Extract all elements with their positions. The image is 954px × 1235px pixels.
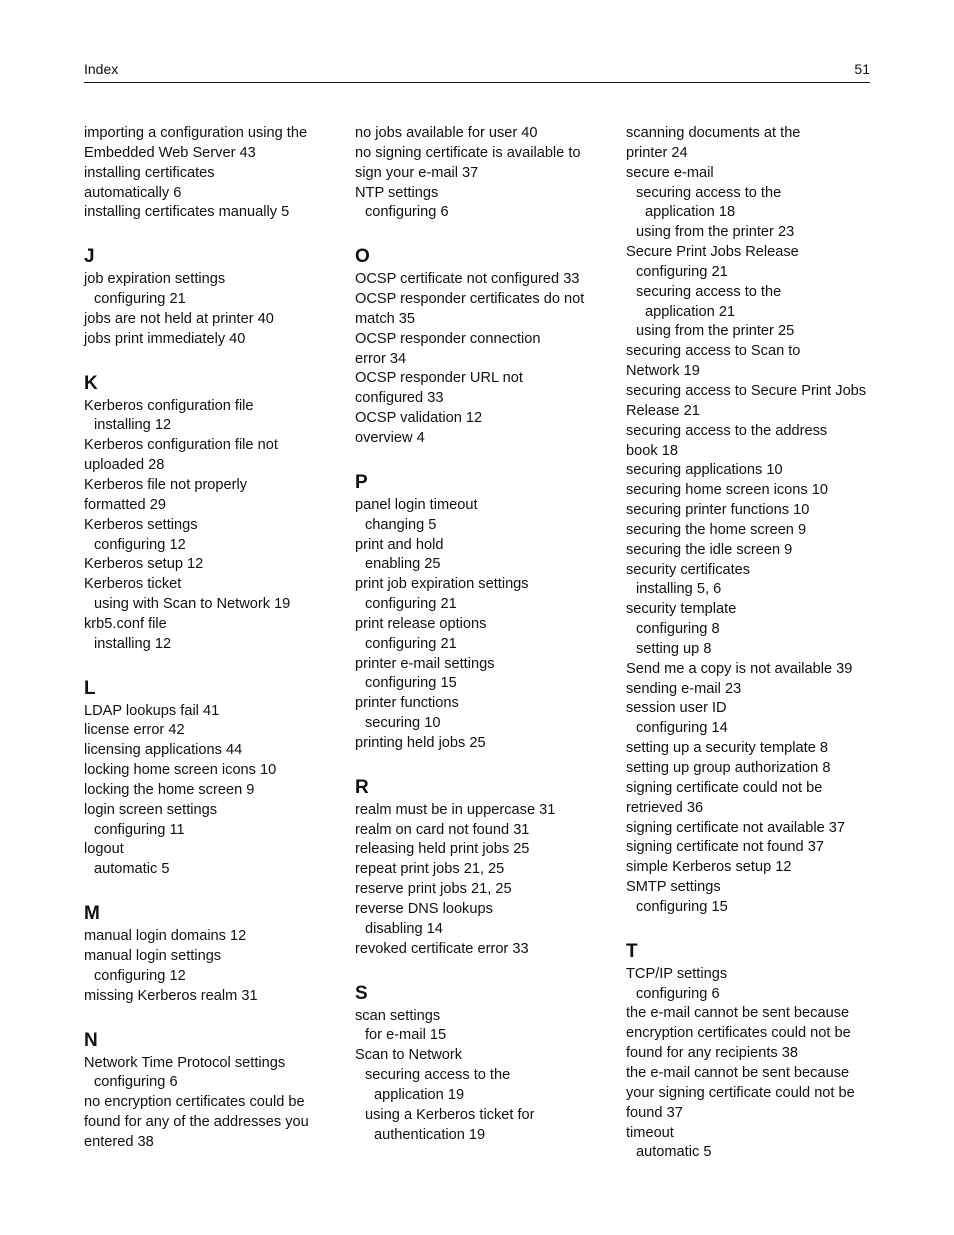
index-entry: Release 21: [626, 402, 700, 419]
index-entry: Kerberos setup 12: [84, 556, 204, 573]
index-entry: installing certificates manually 5: [84, 204, 290, 221]
index-subentry: automatic 5: [636, 1144, 712, 1161]
index-entry: reverse DNS lookups: [355, 901, 493, 917]
index-subentry: configuring 15: [636, 898, 728, 915]
index-entry: panel login timeout: [355, 496, 478, 513]
index-subentry: configuring 14: [636, 720, 728, 737]
index-entry: uploaded 28: [84, 457, 165, 474]
index-entry: no signing certificate is available to: [355, 144, 581, 161]
index-subentry: configuring 21: [94, 291, 186, 308]
index-entry: NTP settings: [355, 184, 439, 201]
index-entry: OCSP responder URL not: [355, 370, 523, 387]
index-entry: signing certificate could not be: [626, 779, 823, 796]
index-subentry: automatic 5: [94, 861, 170, 878]
index-entry: error 34: [355, 350, 407, 367]
index-subentry: configuring 12: [94, 536, 186, 553]
index-entry: OCSP responder connection: [355, 330, 541, 347]
index-entry: securing printer functions 10: [626, 502, 810, 519]
index-entry: license error 42: [84, 722, 185, 739]
index-entry: securing access to the address: [626, 422, 828, 439]
index-entry: Kerberos settings: [84, 516, 198, 533]
index-entry: repeat print jobs 21, 25: [355, 861, 505, 878]
index-subentry: securing access to the: [636, 184, 782, 201]
index-entry: Kerberos file not properly: [84, 476, 248, 493]
index-entry: configured 33: [355, 390, 444, 407]
index-entry: securing the home screen 9: [626, 521, 807, 538]
index-entry: reserve print jobs 21, 25: [355, 881, 512, 898]
index-entry: secure e-mail: [626, 164, 714, 181]
index-entry: Secure Print Jobs Release: [626, 244, 799, 261]
index-entry: krb5.conf file: [84, 615, 167, 632]
index-subentry: configuring 21: [365, 596, 457, 613]
index-subentry: application 18: [645, 204, 736, 221]
index-letter-heading: R: [355, 776, 369, 798]
index-entry: signing certificate not found 37: [626, 839, 824, 856]
index-subentry: securing access to the: [636, 283, 782, 300]
index-entry: installing certificates: [84, 164, 215, 181]
index-entry: printer functions: [355, 695, 459, 712]
index-subentry: configuring 6: [94, 1074, 178, 1091]
index-subentry: installing 5, 6: [636, 581, 722, 598]
index-entry: manual login settings: [84, 948, 222, 964]
index-subentry: authentication 19: [374, 1126, 486, 1143]
index-entry: match 35: [355, 310, 416, 327]
index-letter-heading: P: [355, 471, 368, 493]
index-subentry: disabling 14: [365, 920, 443, 937]
index-entry: Scan to Network: [355, 1047, 463, 1064]
index-entry: the e-mail cannot be sent because: [626, 1005, 850, 1022]
index-entry: the e-mail cannot be sent because: [626, 1064, 850, 1081]
index-entry: printing held jobs 25: [355, 734, 486, 751]
index-entry: entered 38: [84, 1133, 154, 1150]
index-entry: print and hold: [355, 536, 444, 553]
index-entry: Kerberos configuration file: [84, 397, 254, 414]
index-entry: Network 19: [626, 363, 700, 380]
index-column-1: [84, 124, 334, 1153]
index-subentry: configuring 21: [365, 635, 457, 652]
index-subentry: installing 12: [94, 635, 172, 652]
index-entry: printer e-mail settings: [355, 655, 495, 672]
index-entry: timeout: [626, 1124, 674, 1141]
index-subentry: configuring 12: [94, 967, 186, 984]
index-entry: setting up group authorization 8: [626, 760, 831, 776]
index-subentry: enabling 25: [365, 556, 441, 573]
index-entry: formatted 29: [84, 496, 166, 513]
index-entry: found for any of the addresses you: [84, 1114, 309, 1131]
index-entry: locking the home screen 9: [84, 781, 255, 798]
index-entry: OCSP certificate not configured 33: [355, 271, 580, 288]
index-letter-heading: J: [84, 246, 95, 268]
index-entry: session user ID: [626, 700, 727, 717]
page-header: [84, 58, 870, 83]
index-entry: missing Kerberos realm 31: [84, 987, 258, 1004]
index-subentry: configuring 6: [636, 985, 720, 1002]
index-entry: securing the idle screen 9: [626, 541, 793, 558]
index-entry: automatically 6: [84, 184, 182, 201]
index-subentry: configuring 11: [94, 821, 185, 838]
index-entry: scanning documents at the: [626, 125, 801, 141]
index-entry: Send me a copy is not available 39: [626, 660, 853, 677]
index-subentry: securing access to the: [365, 1067, 511, 1084]
index-subentry: configuring 6: [365, 204, 449, 221]
index-entry: no encryption certificates could be: [84, 1094, 305, 1111]
index-entry: setting up a security template 8: [626, 740, 828, 757]
index-subentry: using from the printer 23: [636, 224, 795, 241]
index-entry: realm must be in uppercase 31: [355, 801, 556, 818]
index-subentry: application 19: [374, 1086, 465, 1103]
index-entry: scan settings: [355, 1007, 441, 1024]
index-entry: book 18: [626, 442, 678, 459]
index-entry: login screen settings: [84, 801, 218, 818]
section-title: Index: [84, 61, 119, 77]
index-entry: security certificates: [626, 561, 751, 578]
index-entry: logout: [84, 841, 124, 858]
index-entry: Kerberos configuration file not: [84, 437, 278, 454]
index-letter-heading: L: [84, 677, 96, 699]
index-letter-heading: T: [626, 940, 638, 962]
index-entry: your signing certificate could not be: [626, 1084, 855, 1101]
index-subentry: configuring 21: [636, 263, 728, 280]
index-entry: revoked certificate error 33: [355, 940, 529, 957]
index-entry: retrieved 36: [626, 799, 704, 816]
index-entry: realm on card not found 31: [355, 821, 530, 838]
index-entry: releasing held print jobs 25: [355, 841, 530, 858]
index-column-3: [626, 124, 876, 1163]
index-letter-heading: O: [355, 246, 370, 268]
index-entry: Kerberos ticket: [84, 576, 182, 593]
index-entry: no jobs available for user 40: [355, 125, 538, 141]
index-entry: job expiration settings: [84, 271, 226, 288]
index-letter-heading: M: [84, 903, 100, 925]
index-entry: OCSP validation 12: [355, 410, 483, 427]
index-entry: signing certificate not available 37: [626, 819, 846, 836]
index-subentry: configuring 8: [636, 621, 720, 638]
index-entry: securing access to Secure Print Jobs: [626, 382, 867, 399]
page-number: 51: [854, 61, 870, 77]
index-entry: jobs are not held at printer 40: [84, 310, 274, 327]
index-entry: overview 4: [355, 429, 425, 446]
index-subentry: configuring 15: [365, 675, 457, 692]
index-subentry: using from the printer 25: [636, 323, 795, 340]
index-entry: sending e-mail 23: [626, 680, 742, 697]
index-entry: print job expiration settings: [355, 576, 529, 593]
index-entry: securing applications 10: [626, 462, 783, 479]
index-entry: found 37: [626, 1104, 683, 1121]
index-entry: printer 24: [626, 144, 688, 161]
index-entry: Network Time Protocol settings: [84, 1054, 286, 1071]
index-column-2: [355, 124, 605, 1145]
index-subentry: using with Scan to Network 19: [94, 596, 291, 613]
index-entry: SMTP settings: [626, 879, 721, 896]
index-entry: simple Kerberos setup 12: [626, 859, 792, 876]
index-subentry: setting up 8: [636, 640, 712, 657]
index-entry: Embedded Web Server 43: [84, 144, 256, 161]
index-entry: securing home screen icons 10: [626, 482, 828, 499]
index-subentry: securing 10: [365, 715, 441, 732]
index-subentry: changing 5: [365, 516, 437, 533]
index-subentry: installing 12: [94, 417, 172, 434]
index-subentry: for e-mail 15: [365, 1027, 447, 1044]
index-letter-heading: N: [84, 1029, 98, 1051]
index-entry: LDAP lookups fail 41: [84, 702, 220, 719]
index-subentry: application 21: [645, 303, 736, 320]
index-entry: print release options: [355, 615, 487, 632]
index-entry: importing a configuration using the: [84, 125, 308, 141]
index-entry: TCP/IP settings: [626, 965, 728, 982]
index-entry: security template: [626, 601, 737, 618]
index-entry: encryption certificates could not be: [626, 1025, 851, 1042]
index-entry: jobs print immediately 40: [84, 330, 246, 347]
index-entry: licensing applications 44: [84, 742, 243, 759]
index-entry: manual login domains 12: [84, 928, 247, 945]
index-entry: found for any recipients 38: [626, 1045, 798, 1062]
index-entry: OCSP responder certificates do not: [355, 291, 585, 308]
index-letter-heading: K: [84, 372, 98, 394]
index-entry: securing access to Scan to: [626, 343, 801, 360]
index-entry: sign your e-mail 37: [355, 164, 479, 181]
index-letter-heading: S: [355, 982, 368, 1004]
index-subentry: using a Kerberos ticket for: [365, 1106, 535, 1123]
index-entry: locking home screen icons 10: [84, 762, 277, 779]
